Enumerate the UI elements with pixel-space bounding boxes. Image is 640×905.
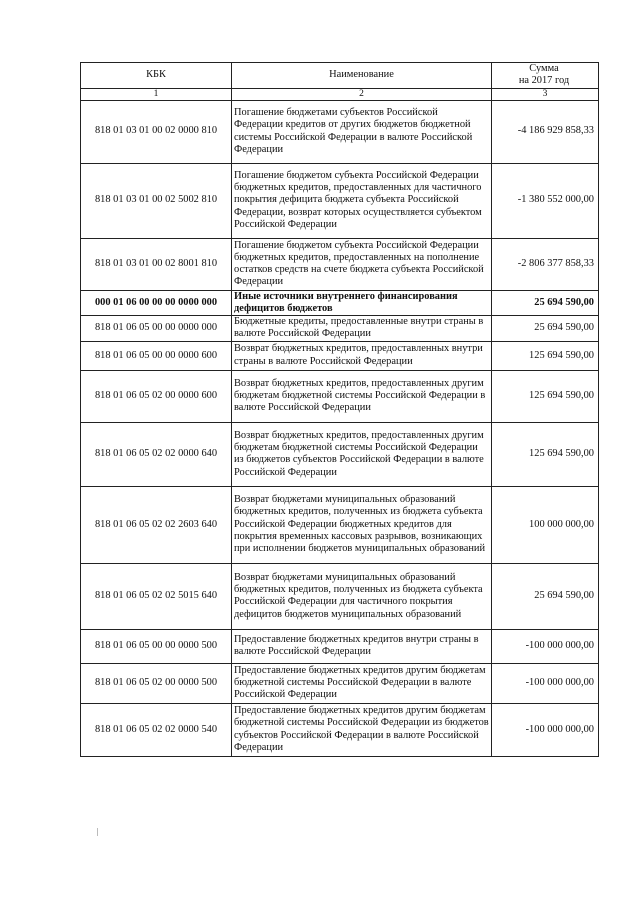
row-sum: -1 380 552 000,00: [492, 163, 599, 238]
row-sum: -100 000 000,00: [492, 663, 599, 703]
table-row: [81, 290, 599, 316]
row-sum: -4 186 929 858,33: [492, 100, 599, 163]
row-sum: -2 806 377 858,33: [492, 238, 599, 290]
row-kbk-code: 818 01 06 05 00 00 0000 600: [81, 341, 232, 370]
table-row: [81, 100, 599, 163]
row-kbk-code: 818 01 06 05 02 02 2603 640: [81, 486, 232, 563]
row-name: Погашение бюджетом субъекта Российской Федерации бюджетных кредитов, предоставленных для частичного покрытия дефицита бюджета субъекта Российской Федерации, возврат которых осуществляется субъектом Российской Федерации: [232, 163, 492, 238]
column-number-2: 2: [232, 88, 492, 100]
table-header-row: [81, 63, 599, 89]
table-row: [81, 370, 599, 422]
row-sum: 25 694 590,00: [492, 316, 599, 342]
column-number-1: 1: [81, 88, 232, 100]
row-kbk-code: 818 01 06 05 02 02 5015 640: [81, 563, 232, 629]
column-number-3: 3: [492, 88, 599, 100]
row-kbk-code: 000 01 06 00 00 00 0000 000: [81, 290, 232, 316]
row-name: Иные источники внутреннего финансирования дефицитов бюджетов: [232, 290, 492, 316]
table-row: [81, 486, 599, 563]
header-sum-line1: Сумма: [529, 63, 559, 74]
row-sum: -100 000 000,00: [492, 703, 599, 756]
row-kbk-code: 818 01 03 01 00 02 8001 810: [81, 238, 232, 290]
scan-mark: [97, 828, 98, 836]
row-kbk-code: 818 01 06 05 00 00 0000 000: [81, 316, 232, 342]
table-body: [81, 100, 599, 756]
table-row: [81, 341, 599, 370]
budget-sources-table: [80, 62, 599, 757]
table-row: [81, 703, 599, 756]
row-sum: 125 694 590,00: [492, 422, 599, 486]
row-sum: -100 000 000,00: [492, 629, 599, 663]
column-number-row: [81, 88, 599, 100]
row-name: Возврат бюджетами муниципальных образований бюджетных кредитов, полученных из бюджета субъекта Российской Федерации бюджетных кредитов для покрытия временных кассовых разрывов, возникающих при исполнении бюджетов муниципальных образований: [232, 486, 492, 563]
row-name: Возврат бюджетных кредитов, предоставленных другим бюджетам бюджетной системы Российской Федерации из бюджетов субъектов Российской Федерации в валюте Российской Федерации: [232, 422, 492, 486]
table-row: [81, 629, 599, 663]
row-name: Бюджетные кредиты, предоставленные внутри страны в валюте Российской Федерации: [232, 316, 492, 342]
row-kbk-code: 818 01 06 05 02 00 0000 600: [81, 370, 232, 422]
row-name: Предоставление бюджетных кредитов другим бюджетам бюджетной системы Российской Федерации в валюте Российской Федерации: [232, 663, 492, 703]
row-kbk-code: 818 01 06 05 02 00 0000 500: [81, 663, 232, 703]
row-kbk-code: 818 01 06 05 00 00 0000 500: [81, 629, 232, 663]
row-name: Погашение бюджетами субъектов Российской Федерации кредитов от других бюджетов бюджетной системы Российской Федерации в валюте Российской Федерации: [232, 100, 492, 163]
table-row: [81, 163, 599, 238]
row-kbk-code: 818 01 03 01 00 02 0000 810: [81, 100, 232, 163]
row-name: Возврат бюджетами муниципальных образований бюджетных кредитов, полученных из бюджета субъекта Российской Федерации для частичного покрытия дефицитов бюджетов муниципальных образований: [232, 563, 492, 629]
row-name: Предоставление бюджетных кредитов другим бюджетам бюджетной системы Российской Федерации из бюджетов субъектов Российской Федерации в валюте Российской Федерации: [232, 703, 492, 756]
header-sum-line2: на 2017 год: [518, 75, 570, 87]
row-kbk-code: 818 01 06 05 02 02 0000 540: [81, 703, 232, 756]
header-kbk: КБК: [81, 63, 232, 89]
table-row: [81, 422, 599, 486]
table-row: [81, 316, 599, 342]
row-sum: 25 694 590,00: [492, 290, 599, 316]
row-sum: 100 000 000,00: [492, 486, 599, 563]
header-name: Наименование: [232, 63, 492, 89]
table-row: [81, 238, 599, 290]
row-name: Возврат бюджетных кредитов, предоставленных внутри страны в валюте Российской Федерации: [232, 341, 492, 370]
header-sum: [492, 63, 599, 89]
row-sum: 25 694 590,00: [492, 563, 599, 629]
row-sum: 125 694 590,00: [492, 341, 599, 370]
row-kbk-code: 818 01 03 01 00 02 5002 810: [81, 163, 232, 238]
table-row: [81, 663, 599, 703]
row-name: Погашение бюджетом субъекта Российской Федерации бюджетных кредитов, предоставленных на пополнение остатков средств на счете бюджета субъекта Российской Федерации: [232, 238, 492, 290]
row-sum: 125 694 590,00: [492, 370, 599, 422]
row-kbk-code: 818 01 06 05 02 02 0000 640: [81, 422, 232, 486]
row-name: Предоставление бюджетных кредитов внутри страны в валюте Российской Федерации: [232, 629, 492, 663]
table-row: [81, 563, 599, 629]
row-name: Возврат бюджетных кредитов, предоставленных другим бюджетам бюджетной системы Российской Федерации в валюте Российской Федерации: [232, 370, 492, 422]
